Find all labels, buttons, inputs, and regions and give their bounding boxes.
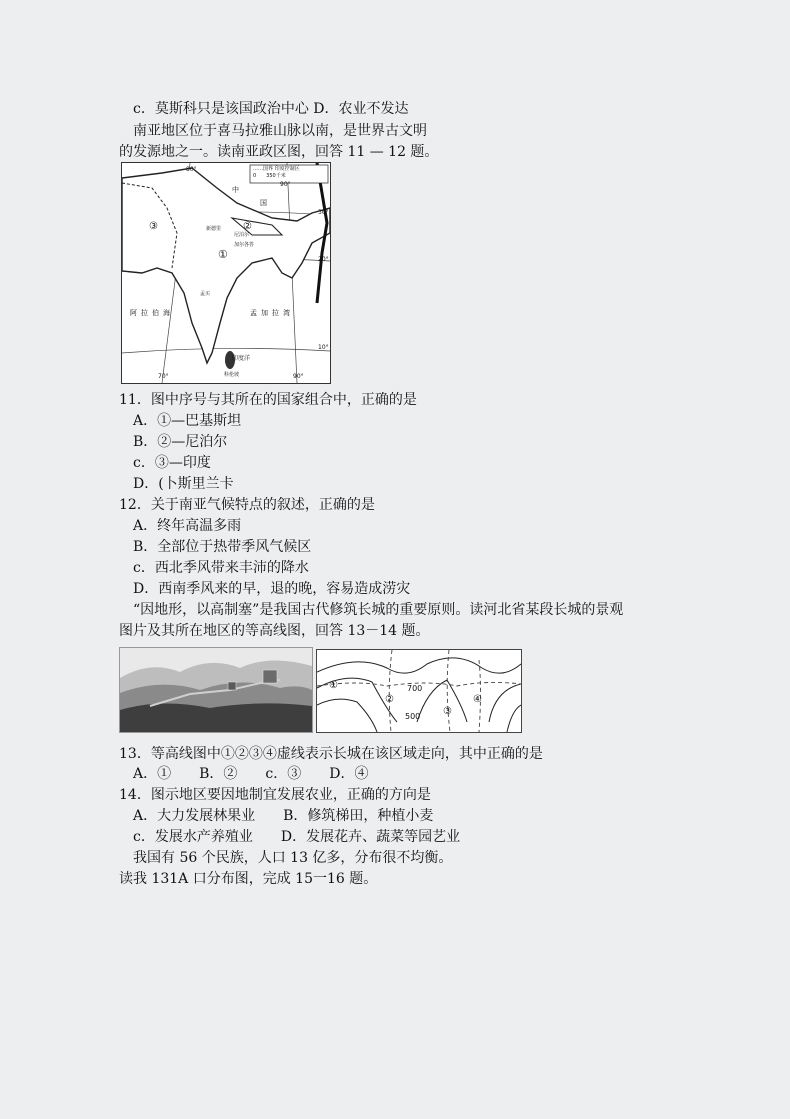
map-label-newdelhi: 新德里 (206, 226, 222, 232)
question-13: 13．等高线图中①②③④虚线表示长城在该区域走向，其中正确的是 (119, 746, 543, 762)
intro-south-asia-cont: 的发源地之一。读南亚政区图，回答 11 — 12 题。 (119, 144, 439, 160)
q12-option-a: A．终年高温多雨 (133, 518, 242, 534)
q14-options-cd: c．发展水产养殖业 D．发展花卉、蔬菜等园艺业 (133, 829, 461, 845)
q14-options-ab: A．大力发展林果业 B．修筑梯田，种植小麦 (133, 808, 434, 824)
contour-elev-700: 700 (407, 684, 423, 693)
map-marker-2: ② (243, 221, 252, 232)
contour-route-3: ③ (443, 706, 452, 717)
question-11: 11．图中序号与其所在的国家组合中，正确的是 (119, 392, 417, 408)
q11-option-d: D．(卜斯里兰卡 (133, 476, 234, 492)
map-marker-1: ① (218, 248, 228, 261)
map-label-china-1: 中 (232, 186, 239, 194)
map-legend-border: ……国界 印度控制区 (253, 166, 300, 172)
map-label-china-2: 国 (260, 199, 267, 207)
map-lat-30: 30° (318, 209, 329, 216)
map-label-indian-ocean: 印度洋 (232, 355, 251, 362)
contour-elev-500: 500 (405, 712, 421, 721)
map-lon-70: 70° (158, 373, 169, 380)
map-label-nepal: 尼泊尔 (234, 232, 250, 238)
south-asia-map (121, 162, 331, 384)
map-label-kolkata: 加尔各答 (234, 242, 255, 248)
q13-options: A．① B．② c．③ D．④ (133, 766, 369, 782)
q12-option-c: c．西北季风带来丰沛的降水 (133, 560, 309, 576)
map-lon-80: 80° (186, 166, 197, 173)
q11-option-a: A．①—巴基斯坦 (133, 413, 242, 429)
map-label-colombo: 科伦坡 (224, 372, 240, 378)
contour-route-2: ② (385, 694, 394, 705)
map-legend-scale: 0 350千米 (253, 173, 286, 179)
q12-option-d: D．西南季风来的早，退的晚，容易造成涝灾 (133, 581, 411, 597)
map-label-mumbai: 孟买 (200, 291, 211, 297)
q11-option-c: c．③—印度 (133, 455, 211, 471)
map-label-arabian-sea: 阿拉伯海 (130, 309, 174, 317)
contour-route-4: ④ (473, 694, 482, 705)
population-intro-cont: 读我 131A 口分布图，完成 15一16 题。 (119, 871, 378, 887)
map-marker-3: ③ (149, 221, 158, 232)
great-wall-photo (119, 647, 313, 733)
question-14: 14．图示地区要因地制宜发展农业，正确的方向是 (119, 787, 431, 803)
map-lon-90-bottom: 90° (293, 373, 304, 380)
map-lat-10: 10° (318, 344, 329, 351)
option-c-line: c．莫斯科只是该国政治中心 D．农业不发达 (133, 101, 409, 117)
intro-great-wall: “因地形，以高制塞”是我国古代修筑长城的重要原则。读河北省某段长城的景观 (133, 602, 624, 618)
q12-option-b: B．全部位于热带季风气候区 (133, 539, 312, 555)
contour-route-1: ① (329, 680, 338, 691)
intro-south-asia: 南亚地区位于喜马拉雅山脉以南，是世界古文明 (133, 123, 427, 139)
map-label-bay-of-bengal: 孟加拉湾 (250, 309, 294, 317)
contour-map (316, 649, 522, 733)
population-intro: 我国有 56 个民族，人口 13 亿多，分布很不均衡。 (133, 850, 453, 866)
map-lat-20: 20° (318, 256, 329, 263)
q11-option-b: B．②—尼泊尔 (133, 434, 228, 450)
map-lon-90-top: 90° (280, 181, 291, 188)
question-12: 12．关于南亚气候特点的叙述，正确的是 (119, 497, 375, 513)
intro-great-wall-cont: 图片及其所在地区的等高线图，回答 13－14 题。 (119, 623, 430, 639)
